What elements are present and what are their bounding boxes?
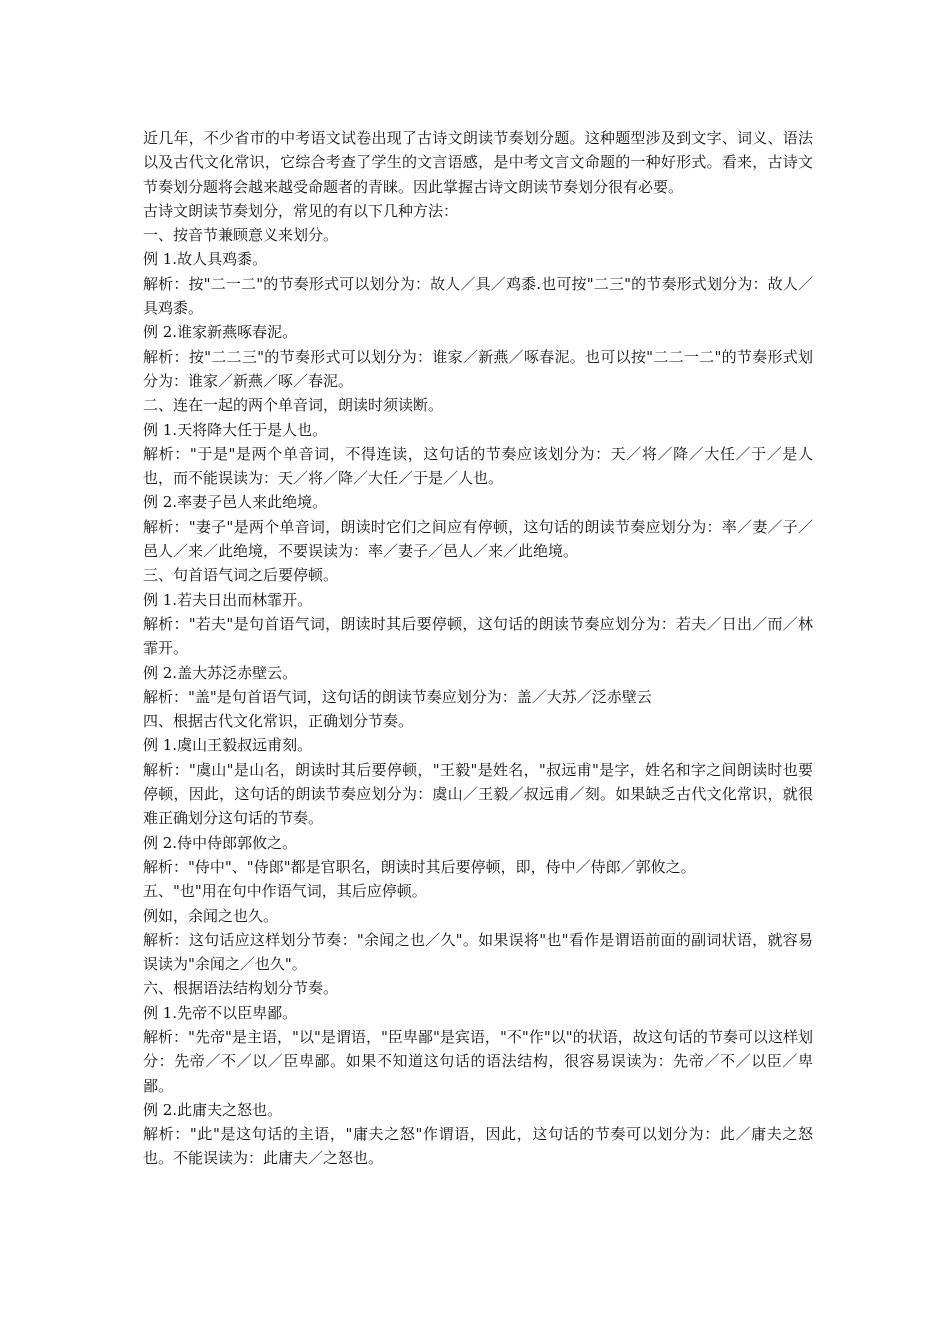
analysis-1-2: 解析：按"二二三"的节奏形式可以划分为：谁家／新燕／啄春泥。也可以按"二二一二"的节奏形式划分为：谁家／新燕／啄／春泥。: [143, 347, 813, 390]
example-3-1: 例 1.若夫日出而林霏开。: [143, 590, 313, 609]
document-body: [143, 126, 813, 1171]
analysis-6-2: 解析："此"是这句话的主语，"庸夫之怒"作谓语，因此，这句话的节奏可以划分为：此／庸夫之怒也。不能误读为：此庸夫／之怒也。: [143, 1125, 813, 1168]
section-heading-4: 四、根据古代文化常识，正确划分节奏。: [143, 712, 414, 731]
example-2-1: 例 1.天将降大任于是人也。: [143, 420, 328, 439]
analysis-3-2: 解析："盖"是句首语气词，这句话的朗读节奏应划分为：盖／大苏／泛赤壁云: [143, 687, 652, 706]
analysis-4-2: 解析："侍中"、"侍郎"都是官职名，朗读时其后要停顿，即，侍中／侍郎／郭攸之。: [143, 857, 696, 876]
section-heading-5: 五、"也"用在句中作语气词，其后应停顿。: [143, 882, 427, 901]
analysis-2-2: 解析："妻子"是两个单音词，朗读时它们之间应有停顿，这句话的朗读节奏应划分为：率／妻／子／邑人／来／此绝境，不要误读为：率／妻子／邑人／来／此绝境。: [143, 517, 813, 561]
example-1-1: 例 1.故人具鸡黍。: [143, 250, 268, 269]
section-heading-6: 六、根据语法结构划分节奏。: [143, 979, 339, 998]
section-heading-1: 一、按音节兼顾意义来划分。: [143, 226, 339, 245]
example-5-1: 例如，余闻之也久。: [143, 906, 279, 925]
example-2-2: 例 2.率妻子邑人来此绝境。: [143, 493, 328, 512]
example-6-2: 例 2.此庸夫之怒也。: [143, 1100, 283, 1119]
example-6-1: 例 1.先帝不以臣卑鄙。: [143, 1003, 298, 1022]
analysis-1-1: 解析：按"二一二"的节奏形式可以划分为：故人／具／鸡黍.也可按"二三"的节奏形式划分为：故人／具鸡黍。: [143, 274, 813, 318]
example-4-2: 例 2.侍中侍郎郭攸之。: [143, 833, 298, 852]
example-4-1: 例 1.虞山王毅叔远甫刻。: [143, 736, 313, 755]
example-3-2: 例 2.盖大苏泛赤壁云。: [143, 663, 298, 682]
methods-intro: 古诗文朗读节奏划分，常见的有以下几种方法：: [143, 201, 459, 220]
section-heading-2: 二、连在一起的两个单音词，朗读时须读断。: [143, 396, 444, 415]
section-heading-3: 三、句首语气词之后要停顿。: [143, 566, 339, 585]
example-1-2: 例 2.谁家新燕啄春泥。: [143, 323, 298, 342]
intro-paragraph: 近几年，不少省市的中考语文试卷出现了古诗文朗读节奏划分题。这种题型涉及到文字、词义、语法以及古代文化常识，它综合考查了学生的文言语感，是中考文言文命题的一种好形式。看来，古诗文节奏划分题将会越来越受命题者的青睐。因此掌握古诗文朗读节奏划分很有必要。: [143, 129, 813, 196]
analysis-5-1: 解析：这句话应这样划分节奏："余闻之也／久"。如果误将"也"看作是谓语前面的副词状语，就容易误读为"余闻之／也久"。: [143, 930, 813, 974]
analysis-3-1: 解析："若夫"是句首语气词，朗读时其后要停顿，这句话的朗读节奏应划分为：若夫／日出／而／林霏开。: [143, 614, 813, 658]
analysis-2-1: 解析："于是"是两个单音词，不得连读，这句话的节奏应该划分为：天／将／降／大任／于／是人也，而不能误读为：天／将／降／大任／于是／人也。: [143, 444, 813, 488]
analysis-6-1: 解析："先帝"是主语，"以"是谓语，"臣卑鄙"是宾语，"不"作"以"的状语，故这句话的节奏可以这样划分：先帝／不／以／臣卑鄙。如果不知道这句话的语法结构，很容易误读为：先帝／不／以臣／卑鄙。: [143, 1027, 813, 1095]
analysis-4-1: 解析："虞山"是山名，朗读时其后要停顿，"王毅"是姓名，"叔远甫"是字，姓名和字之间朗读时也要停顿，因此，这句话的朗读节奏应划分为：虞山／王毅／叔远甫／刻。如果缺乏古代文化常识，就很难正确划分这句话的节奏。: [143, 760, 813, 828]
